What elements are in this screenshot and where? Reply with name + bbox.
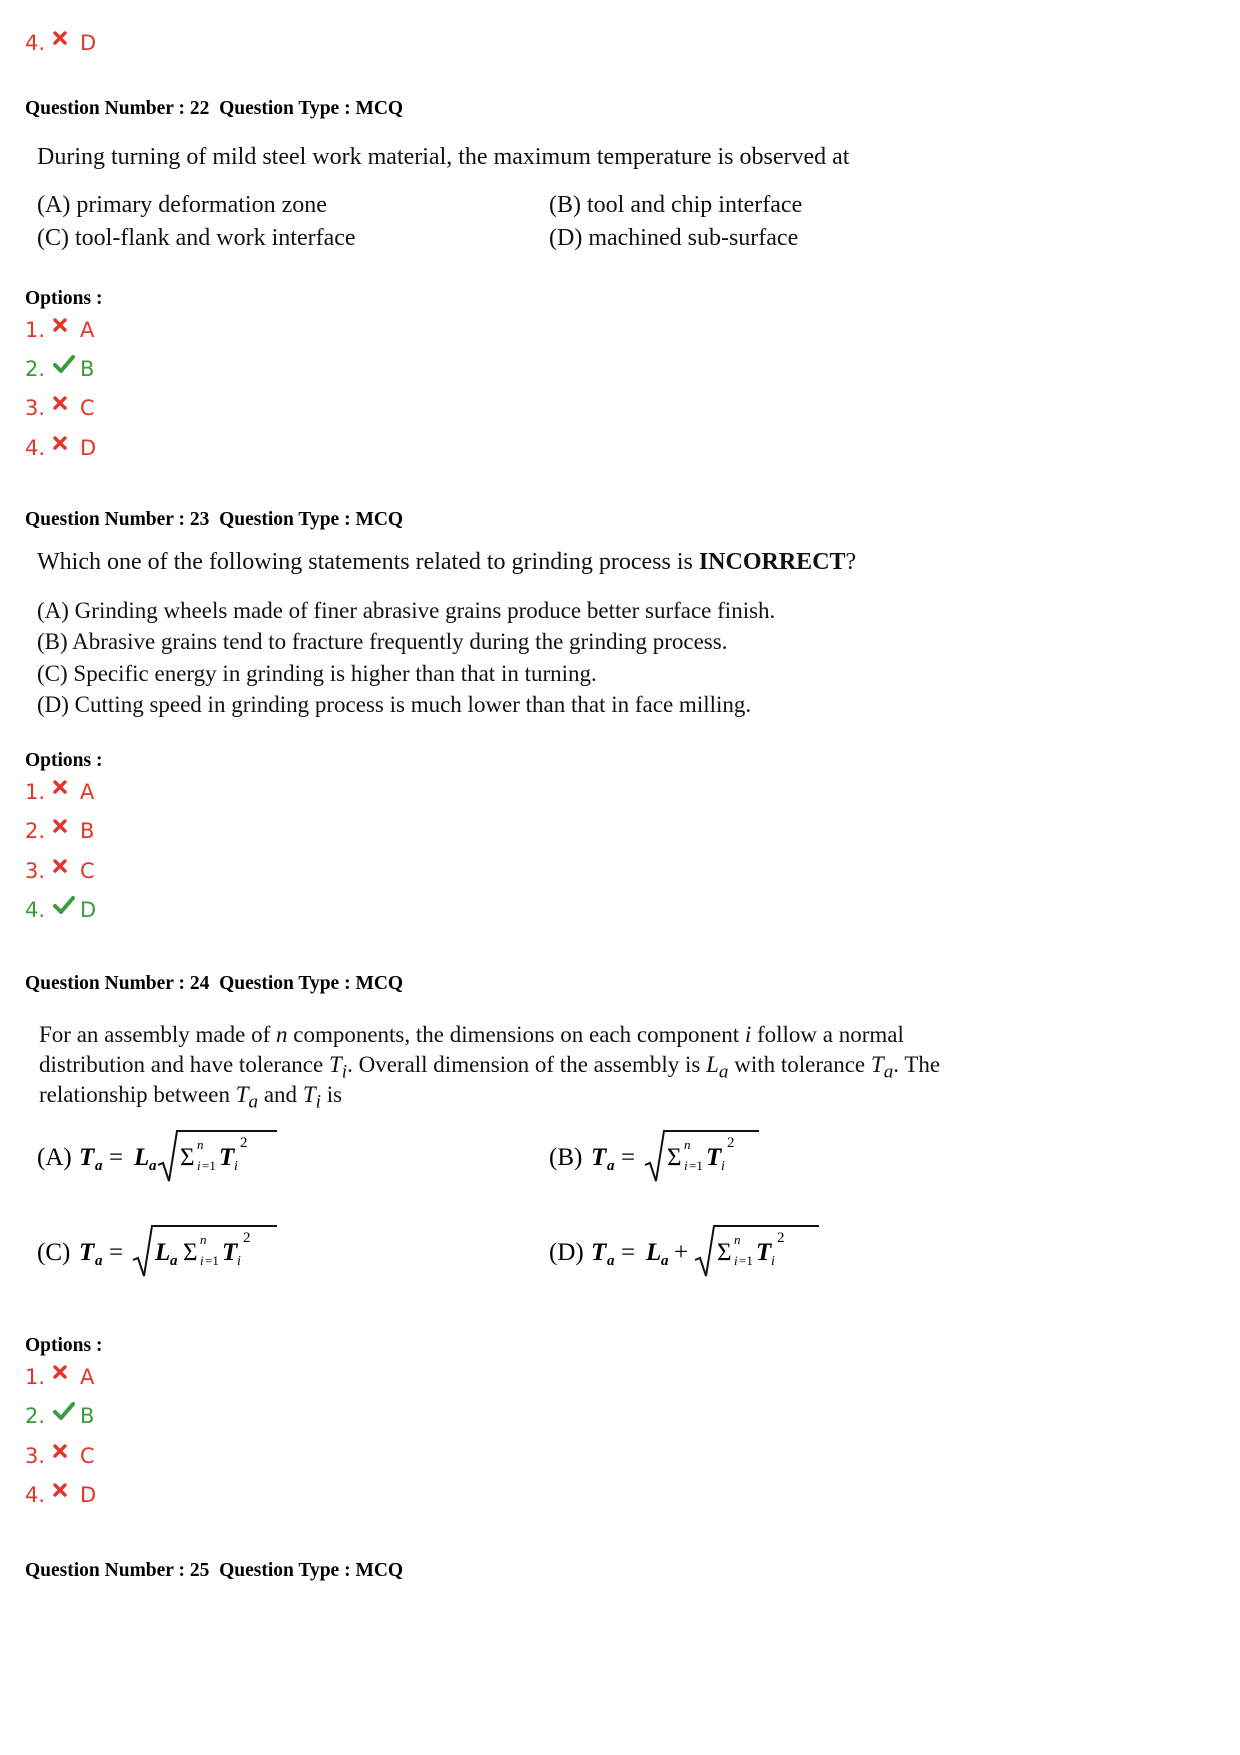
option-letter: C	[80, 396, 95, 420]
option-letter: A	[80, 1365, 95, 1389]
options-label-22: Options :	[25, 288, 103, 309]
option-row-22-2	[25, 354, 94, 384]
option-row-22-1	[25, 315, 94, 345]
question-text-23	[37, 549, 856, 576]
svg-text:a: a	[95, 1253, 103, 1269]
svg-text:n: n	[734, 1232, 741, 1247]
option-row-22-3	[25, 393, 95, 423]
svg-text:i: i	[721, 1159, 725, 1174]
svg-text:i: i	[771, 1254, 775, 1269]
cross-icon	[53, 1375, 80, 1379]
svg-text:L: L	[134, 1144, 150, 1171]
svg-text:T: T	[756, 1239, 772, 1266]
question-header-25: Question Number : 25 Question Type : MCQ	[25, 1560, 404, 1581]
option-row-22-4	[25, 433, 96, 463]
option-number: 2.	[25, 357, 46, 381]
option-row-24-3	[25, 1441, 95, 1471]
option-letter: D	[80, 31, 97, 55]
choice-b-22: (B) tool and chip interface	[549, 192, 803, 218]
choice-label: (C)	[37, 1239, 71, 1266]
svg-text:i: i	[684, 1158, 688, 1173]
svg-text:2: 2	[727, 1135, 735, 1151]
question-header-22: Question Number : 22 Question Type : MCQ	[25, 98, 404, 119]
choice-label: (D)	[549, 1239, 584, 1266]
svg-text:2: 2	[240, 1135, 248, 1151]
option-number: 2.	[25, 1404, 46, 1428]
question-header-24: Question Number : 24 Question Type : MCQ	[25, 973, 404, 994]
question-line: distribution and have tolerance $T_i$. Overall dimension of the assembly is $L_a$ with tolerance $T_a$. The	[39, 1052, 941, 1083]
option-row-23-1	[25, 777, 94, 807]
option-number: 4.	[25, 436, 46, 460]
check-icon	[53, 365, 80, 373]
svg-text:T: T	[591, 1239, 607, 1266]
option-letter: C	[80, 1444, 95, 1468]
question-line: relationship between $T_a$ and $T_i$ is	[39, 1082, 343, 1113]
svg-text:Σ: Σ	[667, 1144, 682, 1171]
svg-text:T: T	[79, 1144, 95, 1171]
question-header-23: Question Number : 23 Question Type : MCQ	[25, 509, 404, 530]
svg-text:T: T	[79, 1239, 95, 1266]
cross-icon	[53, 41, 80, 45]
option-row-24-2	[25, 1401, 94, 1431]
option-number: 1.	[25, 1365, 46, 1389]
svg-text:L: L	[646, 1239, 662, 1266]
question-text-22: During turning of mild steel work material, the maximum temperature is observed at	[37, 144, 850, 170]
option-letter: A	[80, 318, 95, 342]
option-row-24-4	[25, 1480, 96, 1510]
svg-text:=: =	[621, 1144, 636, 1171]
question-line: For an assembly made of n components, the dimensions on each component i follow a normal	[39, 1022, 904, 1047]
choice-c-22: (C) tool-flank and work interface	[37, 225, 356, 251]
option-row-23-2	[25, 816, 94, 846]
option-number: 3.	[25, 859, 46, 883]
svg-text:Σ: Σ	[183, 1239, 198, 1266]
check-icon	[53, 906, 80, 914]
cross-icon	[53, 328, 80, 332]
check-icon	[53, 1412, 80, 1420]
svg-text:T: T	[591, 1144, 607, 1171]
option-number: 2.	[25, 819, 46, 843]
cross-icon	[53, 790, 80, 794]
cross-icon	[53, 829, 80, 833]
question-text-part: Which one of the following statements related to grinding process is	[37, 549, 699, 575]
svg-text:Σ: Σ	[717, 1239, 732, 1266]
svg-text:n: n	[684, 1137, 691, 1152]
svg-text:i: i	[237, 1254, 241, 1269]
choice-a-22: (A) primary deformation zone	[37, 192, 327, 218]
choice-d-24	[549, 1220, 849, 1280]
option-number: 3.	[25, 396, 46, 420]
options-label-23: Options :	[25, 750, 103, 771]
options-label-24: Options :	[25, 1335, 103, 1356]
svg-text:a: a	[607, 1253, 615, 1269]
option-letter: B	[80, 357, 95, 381]
choice-b-24	[549, 1125, 789, 1185]
option-letter: B	[80, 819, 95, 843]
svg-text:=1: =1	[205, 1253, 219, 1268]
svg-text:=: =	[109, 1239, 124, 1266]
choice-c-24	[37, 1220, 297, 1280]
option-letter: C	[80, 859, 95, 883]
svg-text:T: T	[219, 1144, 235, 1171]
svg-text:2: 2	[777, 1230, 785, 1246]
svg-text:=1: =1	[689, 1158, 703, 1173]
svg-text:=: =	[109, 1144, 124, 1171]
svg-text:a: a	[661, 1253, 669, 1269]
choice-c-23: (C) Specific energy in grinding is higher than that in turning.	[37, 661, 597, 686]
svg-text:=1: =1	[202, 1158, 216, 1173]
svg-text:i: i	[197, 1158, 201, 1173]
question-text-part: ?	[845, 549, 857, 575]
option-letter: D	[80, 898, 97, 922]
choice-d-23: (D) Cutting speed in grinding process is much lower than that in face milling.	[37, 692, 752, 717]
svg-text:T: T	[222, 1239, 238, 1266]
cross-icon	[53, 1454, 80, 1458]
svg-text:=: =	[621, 1239, 636, 1266]
option-row-24-1	[25, 1362, 94, 1392]
option-row-23-4	[25, 895, 96, 925]
cross-icon	[53, 869, 80, 873]
option-number: 3.	[25, 1444, 46, 1468]
option-number: 1.	[25, 780, 46, 804]
choice-label: (B)	[549, 1144, 583, 1171]
cross-icon	[53, 446, 80, 450]
question-text-emphasis: INCORRECT	[698, 549, 846, 575]
choice-a-24	[37, 1125, 297, 1185]
option-number: 4.	[25, 31, 46, 55]
option-letter: D	[80, 436, 97, 460]
svg-text:n: n	[197, 1137, 204, 1152]
choice-d-22: (D) machined sub-surface	[549, 225, 799, 251]
svg-text:n: n	[200, 1232, 207, 1247]
svg-text:a: a	[95, 1158, 103, 1174]
option-number: 4.	[25, 1483, 46, 1507]
svg-text:L: L	[155, 1239, 171, 1266]
option-number: 4.	[25, 898, 46, 922]
svg-text:a: a	[149, 1158, 157, 1174]
choice-b-23: (B) Abrasive grains tend to fracture frequently during the grinding process.	[37, 629, 728, 654]
choice-a-23: (A) Grinding wheels made of finer abrasive grains produce better surface finish.	[37, 598, 776, 623]
svg-text:+: +	[674, 1239, 689, 1266]
option-row-23-3	[25, 856, 95, 886]
svg-text:i: i	[734, 1253, 738, 1268]
svg-text:a: a	[170, 1253, 178, 1269]
choice-label: (A)	[37, 1144, 72, 1171]
option-letter: B	[80, 1404, 95, 1428]
option-letter: D	[80, 1483, 97, 1507]
cross-icon	[53, 1493, 80, 1497]
svg-text:2: 2	[243, 1230, 251, 1246]
cross-icon	[53, 406, 80, 410]
svg-text:Σ: Σ	[180, 1144, 195, 1171]
option-number: 1.	[25, 318, 46, 342]
svg-text:a: a	[607, 1158, 615, 1174]
svg-text:i: i	[234, 1159, 238, 1174]
svg-text:i: i	[200, 1253, 204, 1268]
option-row-prev-d	[25, 28, 96, 58]
svg-text:T: T	[706, 1144, 722, 1171]
svg-text:=1: =1	[739, 1253, 753, 1268]
option-letter: A	[80, 780, 95, 804]
